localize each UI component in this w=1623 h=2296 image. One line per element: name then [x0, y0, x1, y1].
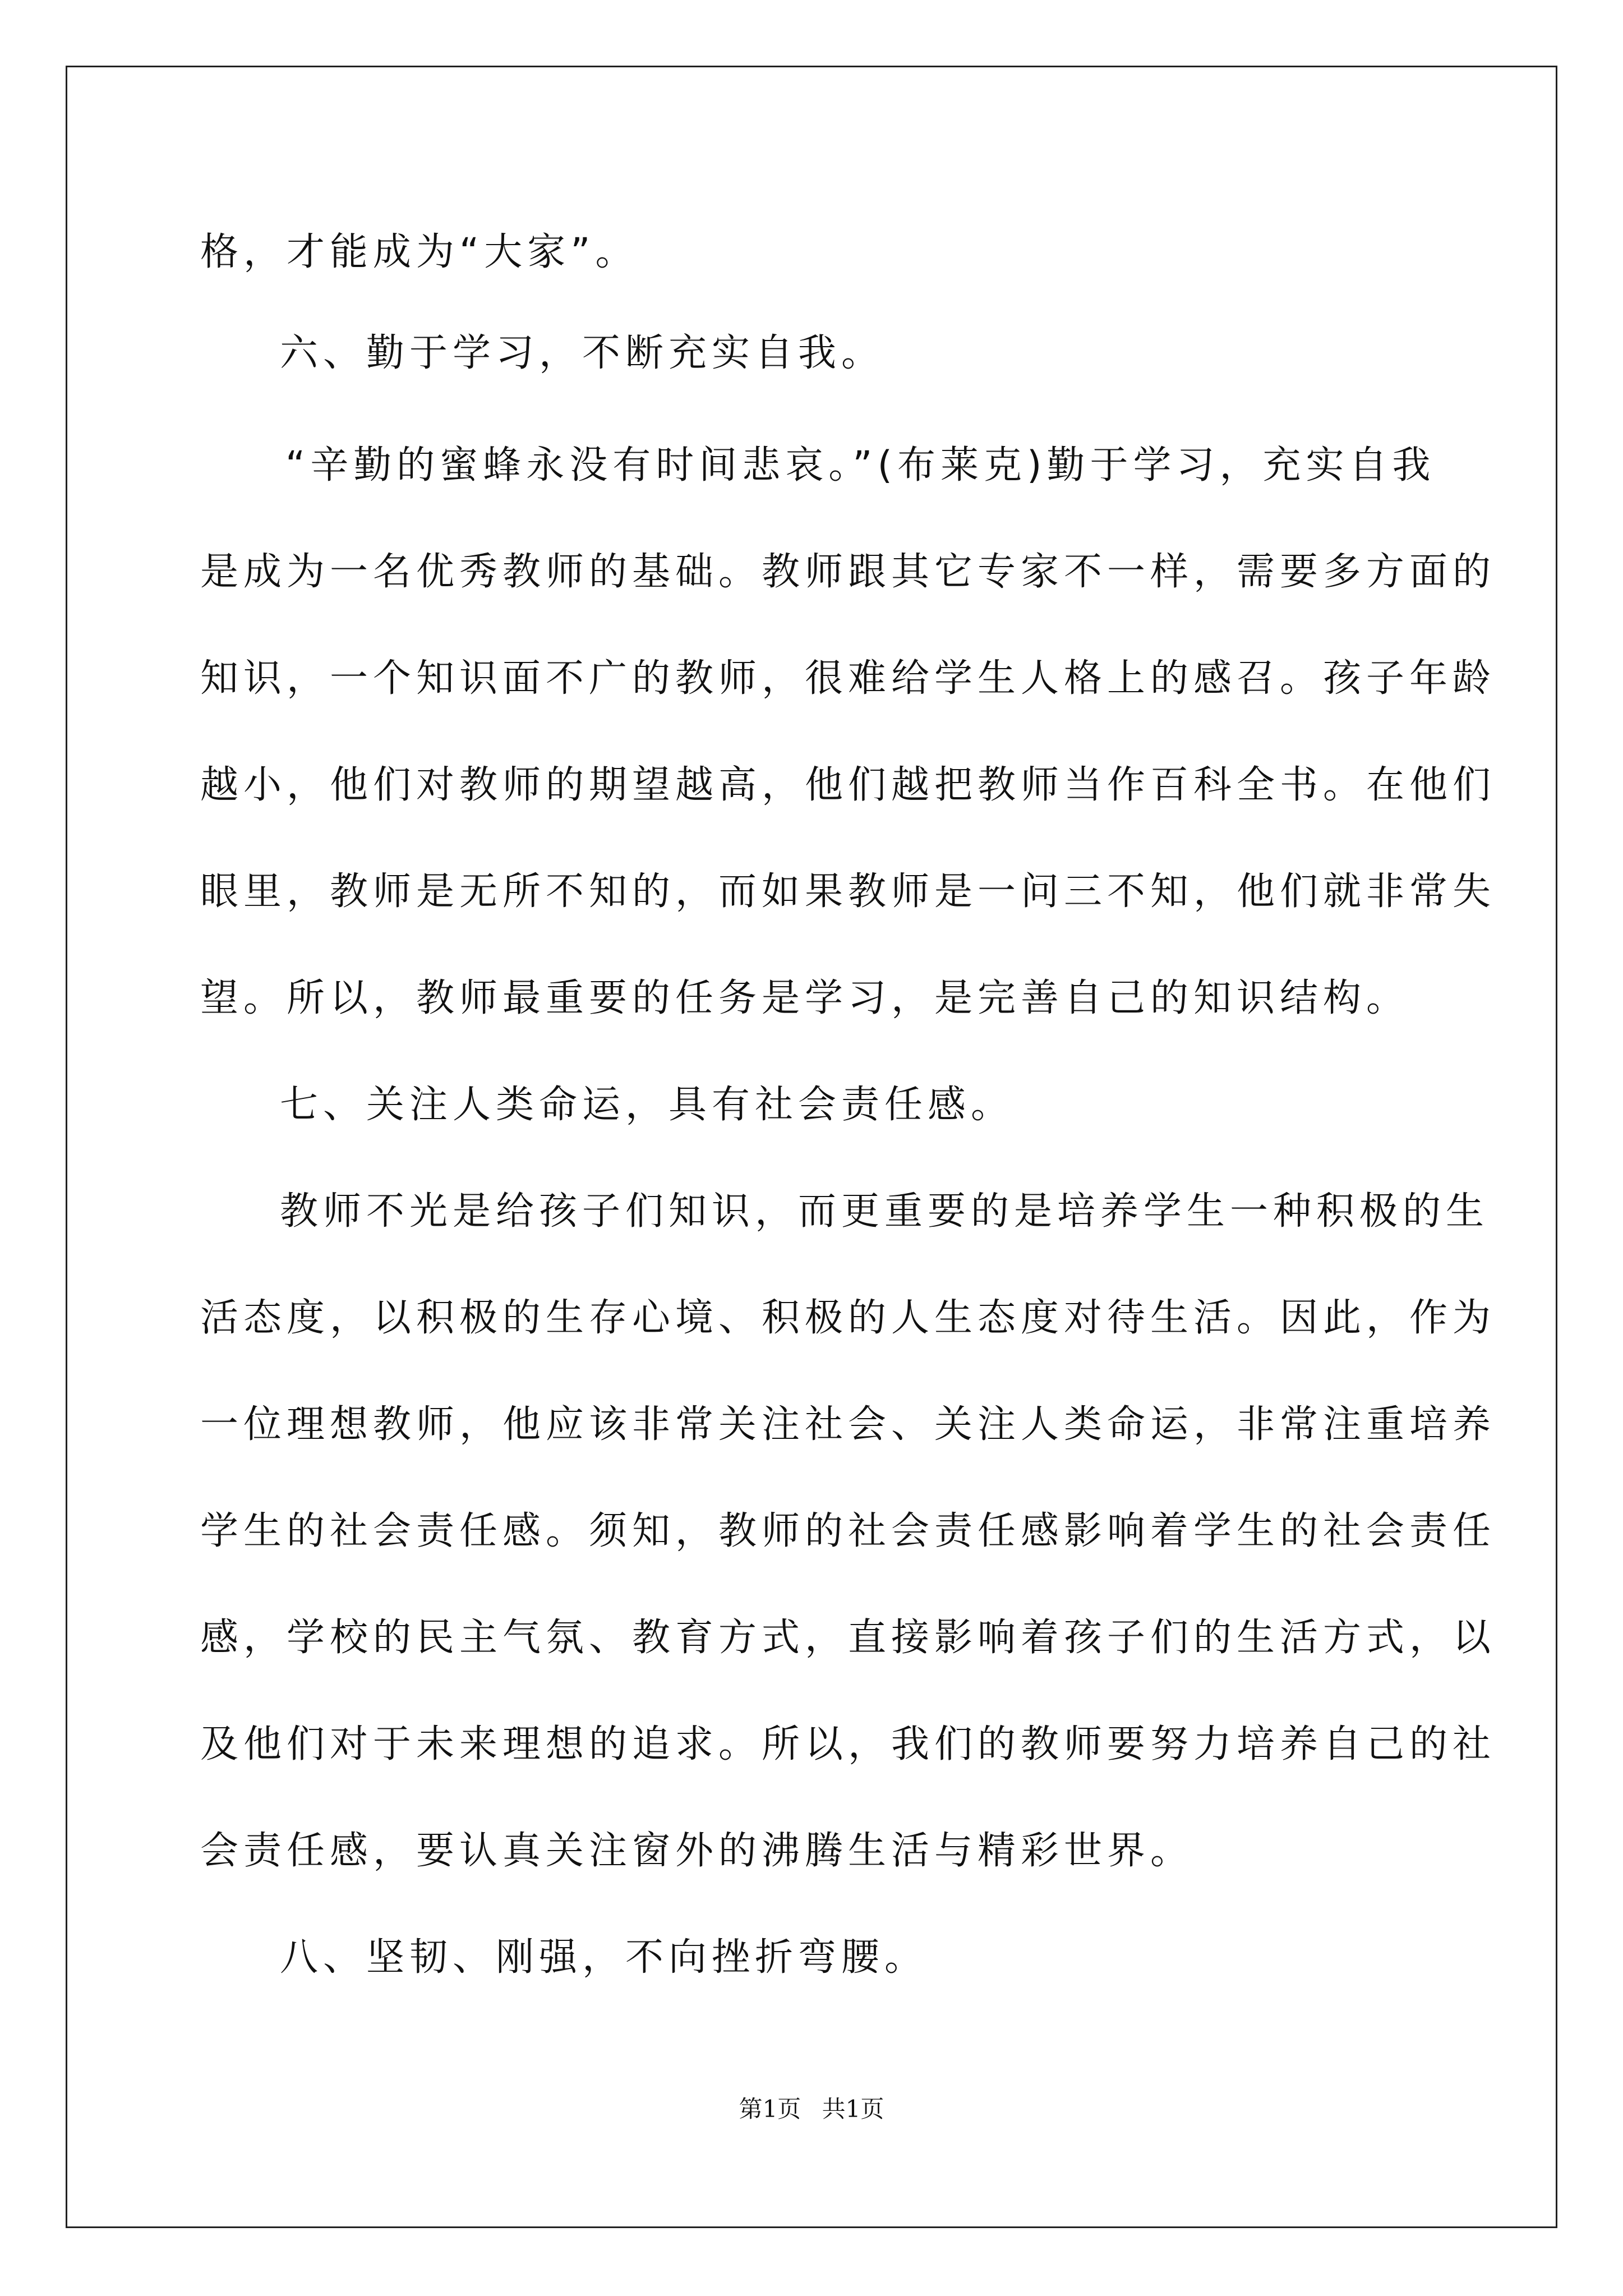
text-line: 一位理想教师，他应该非常关注社会、关注人类命运，非常注重培养: [200, 1402, 1496, 1447]
page-number: 第1页: [739, 2095, 801, 2123]
text-line: 眼里，教师是无所不知的，而如果教师是一问三不知，他们就非常失: [200, 869, 1496, 914]
section-heading: 八、坚韧、刚强，不向挫折弯腰。: [280, 1935, 928, 1980]
text-line: 及他们对于未来理想的追求。所以，我们的教师要努力培养自己的社: [200, 1722, 1496, 1766]
text-line: 感，学校的民主气氛、教育方式，直接影响着孩子们的生活方式，以: [200, 1616, 1496, 1660]
text-line: 望。所以，教师最重要的任务是学习，是完善自己的知识结构。: [200, 976, 1410, 1020]
section-heading: 七、关注人类命运，具有社会责任感。: [280, 1083, 1015, 1127]
text-line: 格，才能成为“大家”。: [200, 230, 639, 274]
text-line: 学生的社会责任感。须知，教师的社会责任感影响着学生的社会责任: [200, 1509, 1496, 1553]
text-line: 教师不光是给孩子们知识，而更重要的是培养学生一种积极的生: [280, 1189, 1490, 1234]
text-line: 知识，一个知识面不广的教师，很难给学生人格上的感召。孩子年龄: [200, 656, 1496, 701]
page-border: [66, 66, 1557, 2228]
section-heading: 六、勤于学习，不断充实自我。: [280, 331, 885, 375]
text-line: 越小，他们对教师的期望越高，他们越把教师当作百科全书。在他们: [200, 763, 1496, 807]
text-line: “辛勤的蜜蜂永没有时间悲哀。”(布莱克)勤于学习，充实自我: [285, 443, 1436, 487]
page-total: 共1页: [822, 2095, 884, 2123]
text-line: 会责任感，要认真关注窗外的沸腾生活与精彩世界。: [200, 1829, 1194, 1873]
text-line: 活态度，以积极的生存心境、积极的人生态度对待生活。因此，作为: [200, 1296, 1496, 1340]
page-footer: [0, 2092, 1623, 2126]
text-line: 是成为一名优秀教师的基础。教师跟其它专家不一样，需要多方面的: [200, 550, 1496, 594]
